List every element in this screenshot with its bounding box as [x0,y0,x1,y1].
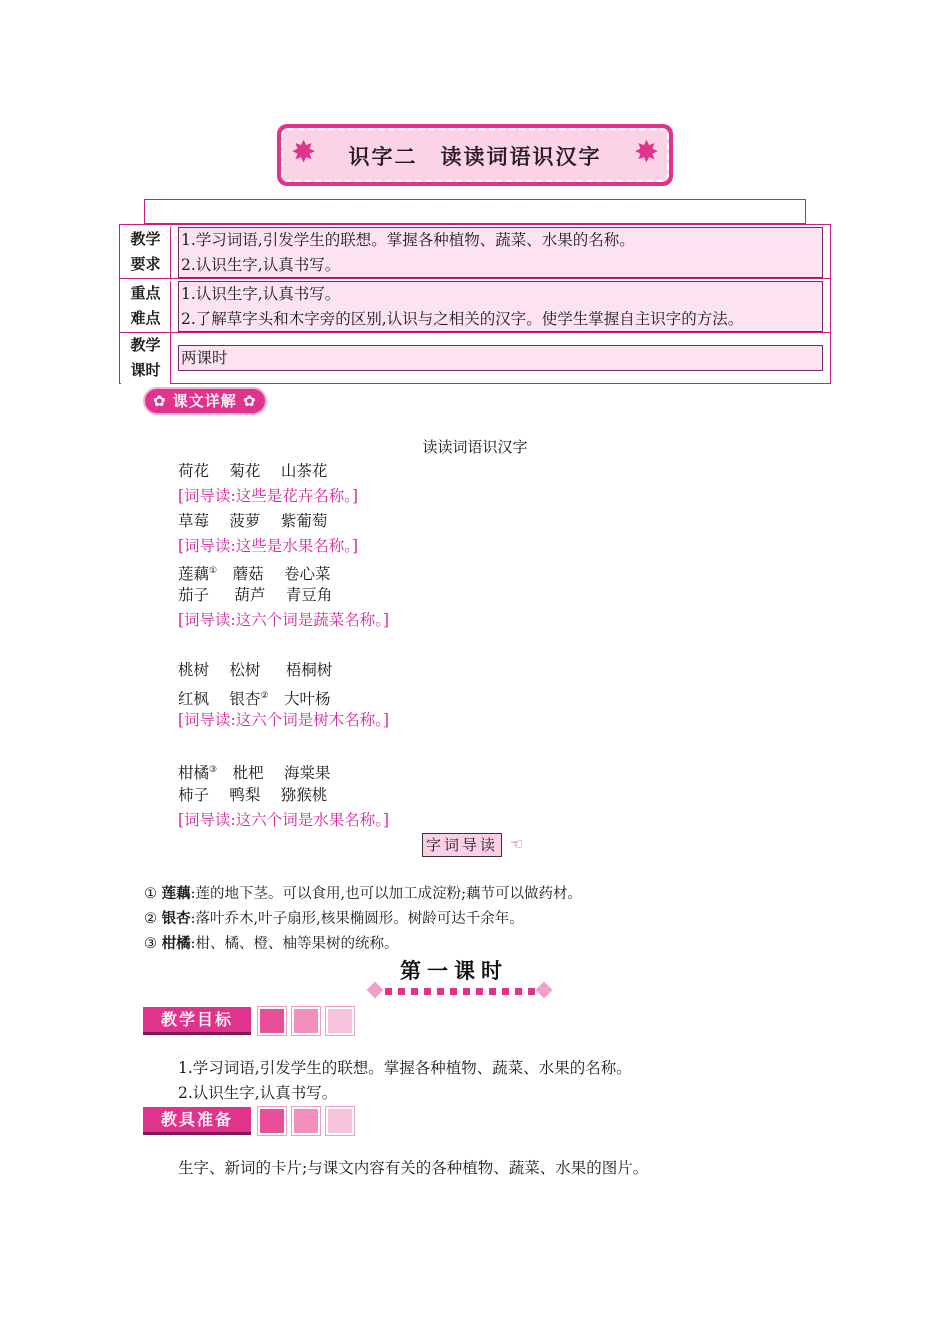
word-note: [词导读:这些是水果名称。] [178,537,359,555]
table-header-bar [144,199,806,224]
decor-square [292,1107,320,1135]
word-note: [词导读:这六个词是水果名称。] [178,811,390,829]
row-label: 教学 课时 [121,333,171,384]
row-label: 重点 难点 [121,281,171,332]
footnote-ref: ③ [209,765,218,775]
word-line: 草莓 菠萝 紫葡萄 [178,512,328,530]
table-row-requirements [120,225,830,278]
word-line: 茄子 葫芦 青豆角 [178,586,333,604]
word-line: 桃树 松树 梧桐树 [178,661,333,679]
word-note: [词导读:这六个词是树木名称。] [178,711,390,729]
footnote-ref: ② [260,691,269,701]
decor-square [326,1107,354,1135]
tools-line: 生字、新词的卡片;与课文内容有关的各种植物、蔬菜、水果的图片。 [178,1159,649,1177]
word-line: 柑橘③ 枇杷 海棠果 [178,764,331,783]
word-line: 荷花 菊花 山茶花 [178,462,328,480]
row-content: 1.认识生字,认真书写。 2.了解草字头和木字旁的区别,认识与之相关的汉字。使学生掌握自主识字的方法。 [178,281,823,332]
goal-line: 2.认识生字,认真书写。 [178,1084,338,1102]
pointing-hand-icon: ☜ [510,835,524,853]
word-note: [词导读:这六个词是蔬菜名称。] [178,611,390,629]
diamond-icon [367,982,384,999]
title-banner [277,124,673,186]
goal-line: 1.学习词语,引发学生的联想。掌握各种植物、蔬菜、水果的名称。 [178,1059,632,1077]
table-row-periods [120,333,830,384]
word-line: 柿子 鸭梨 猕猴桃 [178,786,328,804]
info-table [119,224,831,384]
word-note: [词导读:这些是花卉名称。] [178,487,359,505]
row-content: 1.学习词语,引发学生的联想。掌握各种植物、蔬菜、水果的名称。 2.认识生字,认真书写。 [178,227,823,278]
row-label: 教学 要求 [121,227,171,278]
footnote: ① 莲藕:莲的地下茎。可以食用,也可以加工成淀粉;藕节可以做药材。 [144,886,582,902]
section-label-teaching-tools: 教具准备 [143,1107,251,1135]
word-line: 莲藕① 蘑菇 卷心菜 [178,565,331,584]
row-content: 两课时 [178,345,823,371]
footnote-ref: ① [209,566,218,576]
star-right-icon: ✸ [633,135,659,170]
word-line: 红枫 银杏② 大叶杨 [178,690,331,709]
section-label-text-explained: ✿ 课文详解 ✿ [143,387,267,415]
footnote: ② 银杏:落叶乔木,叶子扇形,核果椭圆形。树龄可达千余年。 [144,911,524,927]
dotted-divider [385,988,535,995]
decor-square [258,1007,286,1035]
section-label-teaching-goals: 教学目标 [143,1007,251,1035]
page-title: 识字二 读读词语识汉字 [348,145,602,169]
decor-square [326,1007,354,1035]
text-title: 读读词语识汉字 [422,438,528,456]
lesson-title: 第一课时 [400,959,508,983]
footnote: ③ 柑橘:柑、橘、橙、柚等果树的统称。 [144,936,399,952]
table-row-keypoints [120,279,830,332]
decor-square [292,1007,320,1035]
title-banner-inner [281,128,669,182]
diamond-icon [536,982,553,999]
word-guide-label: 字词导读 [422,833,502,857]
star-left-icon: ✸ [291,135,317,170]
decor-square [258,1107,286,1135]
